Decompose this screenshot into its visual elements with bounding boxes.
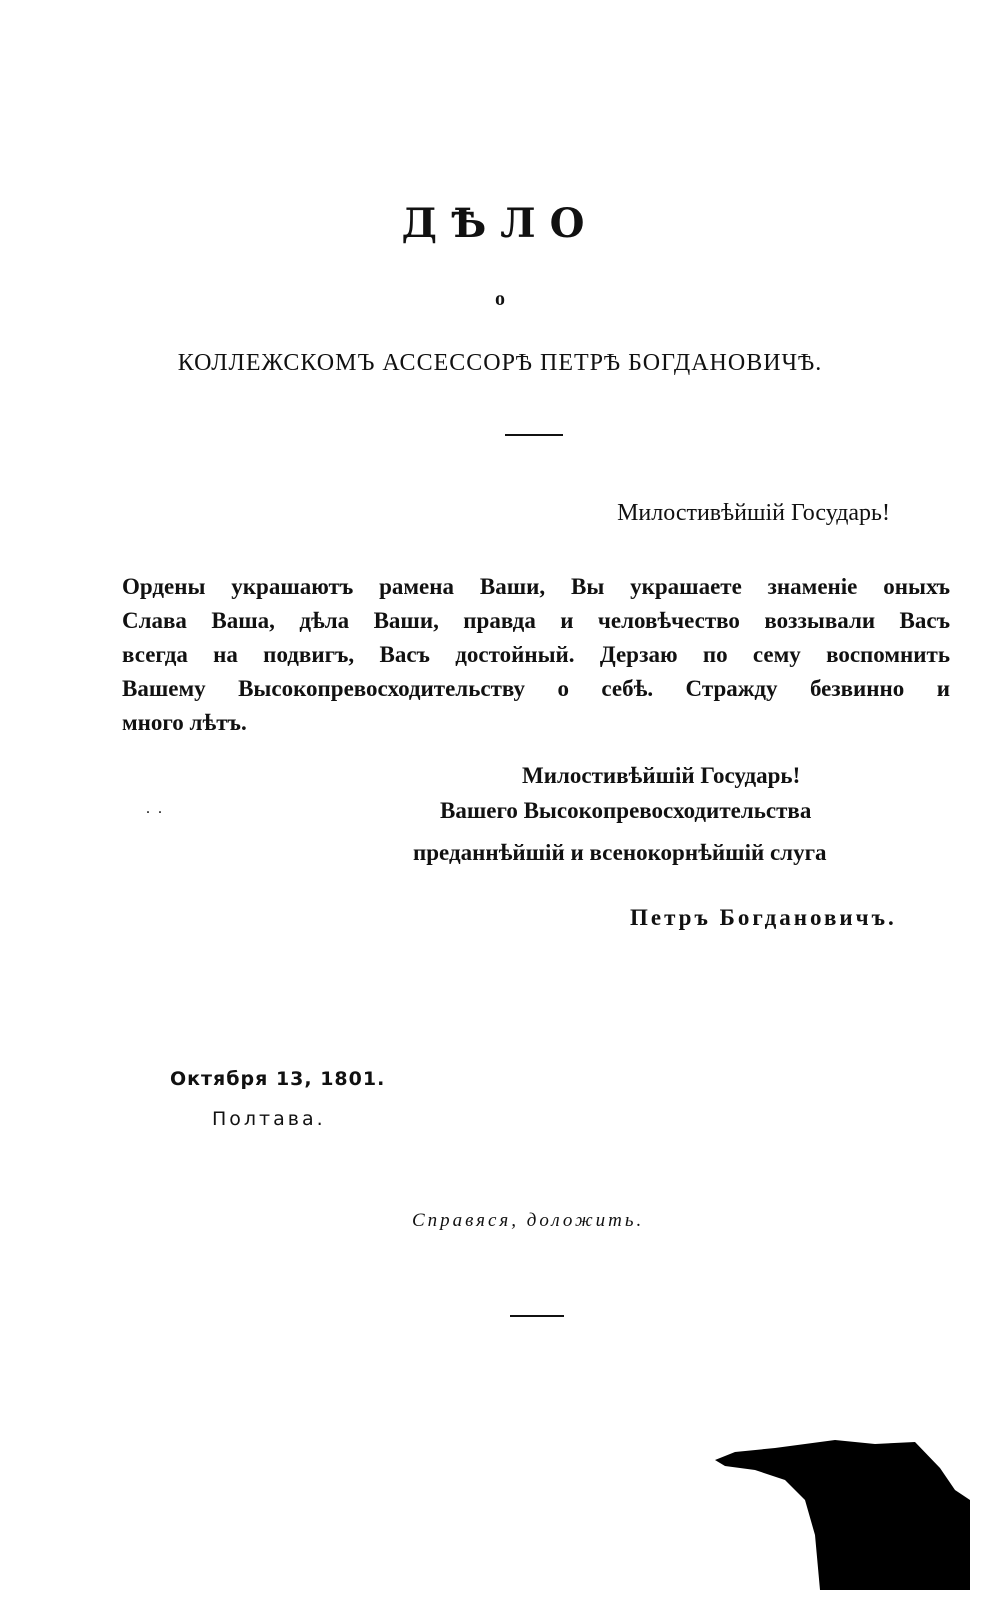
title-conjunction: о [495,288,505,310]
separator-rule-bottom [510,1315,564,1317]
body-line: всегда на подвигъ, Васъ достойный. Дерзаю по сему воспомнить [122,642,950,667]
body-line: много лѣтъ. [122,710,247,735]
document-subject: КОЛЛЕЖСКОМЪ АССЕССОРѢ ПЕТРѢ БОГДАНОВИЧѢ. [177,350,823,376]
letter-date: Октября 13, 1801. [170,1068,386,1090]
closing-salutation: Милостивѣйшiй Государь! [522,763,801,788]
closing-servant: преданнѣйшiй и всенокорнѣйшiй слуга [413,840,827,865]
salutation: Милостивѣйшiй Государь! [617,500,890,526]
letter-body [122,570,950,740]
marginal-dots: . . [146,800,164,817]
separator-rule-top [505,434,563,436]
body-line: Вашему Высокопревосходительству о себѣ. Стражду безвинно и [122,676,950,701]
body-line: Ордены украшаютъ рамена Ваши, Вы украшаете знаменiе оныхъ [122,574,950,599]
body-line: Слава Ваша, дѣла Ваши, правда и человѣчество воззывали Васъ [122,608,950,633]
resolution-note: Справяся, доложить. [412,1210,645,1231]
closing-title: Вашего Высокопревосходительства [440,798,812,823]
scan-edge-shadow [715,1440,970,1590]
document-title: ДѢЛО [401,200,599,247]
signature: Петръ Богдановичъ. [630,905,897,930]
letter-place: Полтава. [212,1108,326,1130]
